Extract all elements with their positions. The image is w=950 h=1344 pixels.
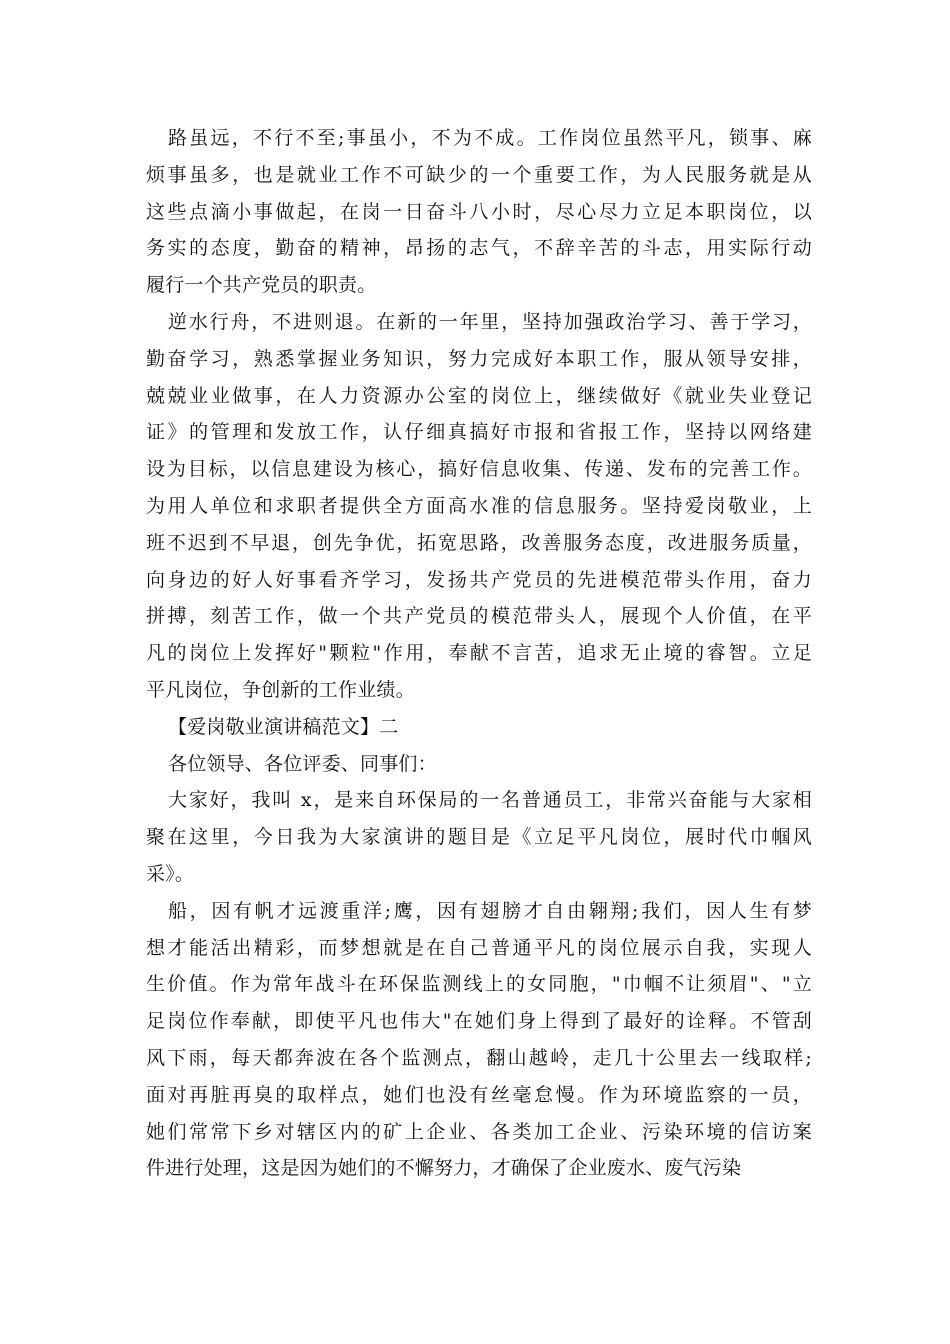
text-line: 生价值。作为常年战斗在环保监测线上的女同胞，"巾帼不让须眉"、"立 xyxy=(146,973,812,996)
text-line: 设为目标，以信息建设为核心，搞好信息收集、传递、发布的完善工作。 xyxy=(146,458,812,481)
text-line: 逆水行舟，不进则退。在新的一年里，坚持加强政治学习、善于学习， xyxy=(168,310,812,333)
text-line: 风下雨，每天都奔波在各个监测点，翻山越岭，走几十公里去一线取样; xyxy=(146,1046,812,1069)
text-line: 面对再脏再臭的取样点，她们也没有丝毫怠慢。作为环境监察的一员， xyxy=(146,1083,812,1106)
text-line: 想才能活出精彩，而梦想就是在自己普通平凡的岗位展示自我，实现人 xyxy=(146,936,812,959)
text-line: 足岗位作奉献，即使平凡也伟大"在她们身上得到了最好的诠释。不管刮 xyxy=(146,1010,812,1033)
text-line: 她们常常下乡对辖区内的矿上企业、各类加工企业、污染环境的信访案 xyxy=(146,1120,812,1143)
text-line: 班不迟到不早退，创先争优，拓宽思路，改善服务态度，改进服务质量， xyxy=(146,531,812,554)
text-line: 船，因有帆才远渡重洋;鹰，因有翅膀才自由翱翔;我们，因人生有梦 xyxy=(168,899,812,922)
text-line: 兢兢业业做事，在人力资源办公室的岗位上，继续做好《就业失业登记 xyxy=(146,384,812,407)
text-line: 各位领导、各位评委、同事们： xyxy=(168,752,437,775)
text-line: 务实的态度，勤奋的精神，昂扬的志气，不辞辛苦的斗志，用实际行动 xyxy=(146,237,812,260)
text-line: 路虽远，不行不至;事虽小，不为不成。工作岗位虽然平凡，锁事、麻 xyxy=(168,127,812,149)
text-line: 聚在这里，今日我为大家演讲的题目是《立足平凡岗位，展时代巾帼风 xyxy=(146,826,812,849)
text-line: 拼搏，刻苦工作，做一个共产党员的模范带头人，展现个人价值，在平 xyxy=(146,605,812,628)
text-line: 为用人单位和求职者提供全方面高水准的信息服务。坚持爱岗敬业，上 xyxy=(146,494,812,517)
paragraph-p4 xyxy=(146,746,812,783)
paragraph-p1 xyxy=(146,120,812,304)
text-line: 平凡岗位，争创新的工作业绩。 xyxy=(146,678,415,701)
text-line: 【爱岗敬业演讲稿范文】二 xyxy=(168,715,399,738)
text-line: 采》。 xyxy=(146,862,195,885)
text-line: 大家好，我叫 x，是来自环保局的一名普通员工，非常兴奋能与大家相 xyxy=(168,789,812,812)
document-body xyxy=(146,120,812,1187)
paragraph-p3 xyxy=(146,709,812,746)
text-line: 向身边的好人好事看齐学习，发扬共产党员的先进模范带头作用，奋力 xyxy=(146,568,812,591)
paragraph-p2 xyxy=(146,304,812,709)
paragraph-p6 xyxy=(146,893,812,1187)
text-line: 件进行处理，这是因为她们的不懈努力，才确保了企业废水、废气污染 xyxy=(146,1157,742,1180)
text-line: 这些点滴小事做起，在岗一日奋斗八小时，尽心尽力立足本职岗位，以 xyxy=(146,200,812,223)
text-line: 履行一个共产党员的职责。 xyxy=(146,274,377,297)
text-line: 烦事虽多，也是就业工作不可缺少的一个重要工作，为人民服务就是从 xyxy=(146,163,812,186)
text-line: 凡的岗位上发挥好"颗粒"作用，奉献不言苦，追求无止境的睿智。立足 xyxy=(146,642,812,665)
text-line: 证》的管理和发放工作，认仔细真搞好市报和省报工作，坚持以网络建 xyxy=(146,421,812,444)
paragraph-p5 xyxy=(146,782,812,892)
text-line: 勤奋学习，熟悉掌握业务知识，努力完成好本职工作，服从领导安排， xyxy=(146,347,812,370)
